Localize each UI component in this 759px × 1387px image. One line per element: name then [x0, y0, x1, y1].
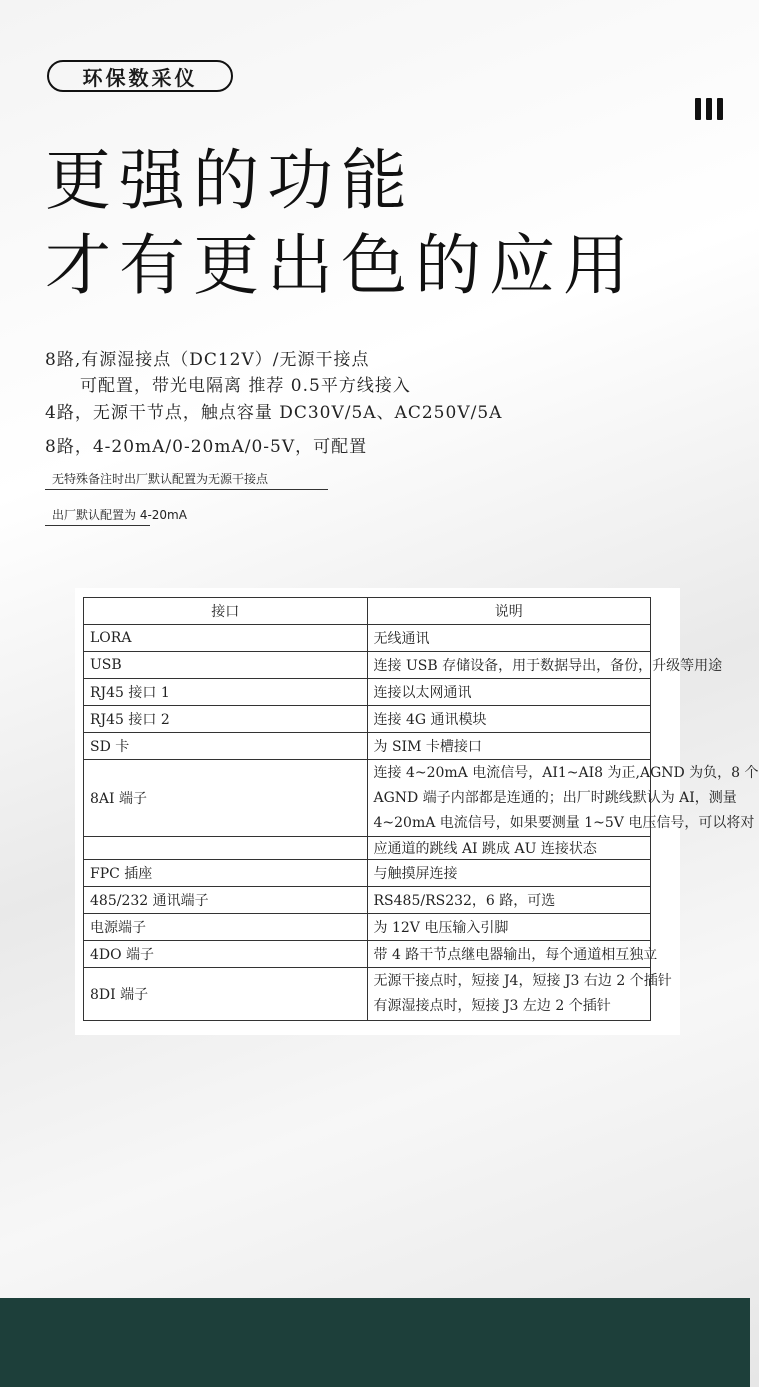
- cell-description: 无线通讯: [367, 625, 651, 652]
- spec-di-config: 可配置，带光电隔离 推荐 0.5平方线接入: [80, 376, 411, 396]
- cell-description: 应通道的跳线 AI 跳成 AU 连接状态: [367, 837, 651, 860]
- cell-line: 无源干接点时，短接 J4，短接 J3 右边 2 个插针: [373, 973, 672, 989]
- cell-interface: SD 卡: [84, 733, 368, 760]
- table-row: [84, 968, 651, 1021]
- spec-ai: 8路，4-20mA/0-20mA/0-5V，可配置: [45, 437, 368, 457]
- note-di-default: 无特殊备注时出厂默认配置为无源干接点: [52, 472, 269, 486]
- spec-di: 8路,有源湿接点（DC12V）/无源干接点: [45, 350, 370, 370]
- table-row: [84, 760, 651, 837]
- divider: [45, 489, 328, 490]
- cell-description: 为 SIM 卡槽接口: [367, 733, 651, 760]
- note-ai-default: 出厂默认配置为 4-20mA: [52, 508, 187, 522]
- cell-interface: 485/232 通讯端子: [84, 887, 368, 914]
- table-row: [84, 706, 651, 733]
- spec-do: 4路，无源干节点，触点容量 DC30V/5A、AC250V/5A: [45, 403, 503, 423]
- table-row: [84, 941, 651, 968]
- cell-description: 连接 USB 存储设备，用于数据导出，备份，升级等用途: [367, 652, 651, 679]
- cell-interface: RJ45 接口 1: [84, 679, 368, 706]
- cell-interface: [84, 837, 368, 860]
- cell-description: 带 4 路干节点继电器输出，每个通道相互独立: [367, 941, 651, 968]
- cell-interface: 电源端子: [84, 914, 368, 941]
- table-row: [84, 625, 651, 652]
- cell-description: 连接 4G 通讯模块: [367, 706, 651, 733]
- cell-description: [367, 760, 759, 837]
- cell-interface: 8AI 端子: [84, 760, 368, 837]
- cell-line: 4~20mA 电流信号，如果要测量 1~5V 电压信号，可以将对: [373, 815, 755, 831]
- column-header-interface: 接口: [84, 598, 368, 625]
- table-header-row: [84, 598, 651, 625]
- cell-description: [367, 968, 672, 1021]
- menu-bars-icon[interactable]: [695, 98, 723, 120]
- cell-interface: FPC 插座: [84, 860, 368, 887]
- cell-interface: 4DO 端子: [84, 941, 368, 968]
- table-row: [84, 860, 651, 887]
- cell-interface: USB: [84, 652, 368, 679]
- cell-interface: LORA: [84, 625, 368, 652]
- table-row: [84, 733, 651, 760]
- table-row: [84, 652, 651, 679]
- column-header-description: 说明: [367, 598, 651, 625]
- footer-bar: [0, 1298, 750, 1387]
- headline-line-2: 才有更出色的应用: [45, 227, 637, 304]
- cell-line: AGND 端子内部都是连通的；出厂时跳线默认为 AI，测量: [373, 790, 737, 806]
- cell-interface: 8DI 端子: [84, 968, 368, 1021]
- table-row: [84, 887, 651, 914]
- interface-table: [83, 597, 759, 1021]
- cell-description: 连接以太网通讯: [367, 679, 651, 706]
- cell-interface: RJ45 接口 2: [84, 706, 368, 733]
- table-row: [84, 679, 651, 706]
- table-row: [84, 837, 651, 860]
- category-badge: 环保数采仪: [47, 60, 233, 92]
- headline-line-1: 更强的功能: [45, 142, 415, 219]
- table-row: [84, 914, 651, 941]
- cell-line: 有源湿接点时，短接 J3 左边 2 个插针: [373, 998, 611, 1014]
- cell-line: 连接 4~20mA 电流信号，AI1~AI8 为正,AGND 为负，8 个: [373, 765, 759, 781]
- cell-description: 与触摸屏连接: [367, 860, 651, 887]
- cell-description: 为 12V 电压输入引脚: [367, 914, 651, 941]
- divider: [45, 525, 150, 526]
- cell-description: RS485/RS232，6 路，可选: [367, 887, 651, 914]
